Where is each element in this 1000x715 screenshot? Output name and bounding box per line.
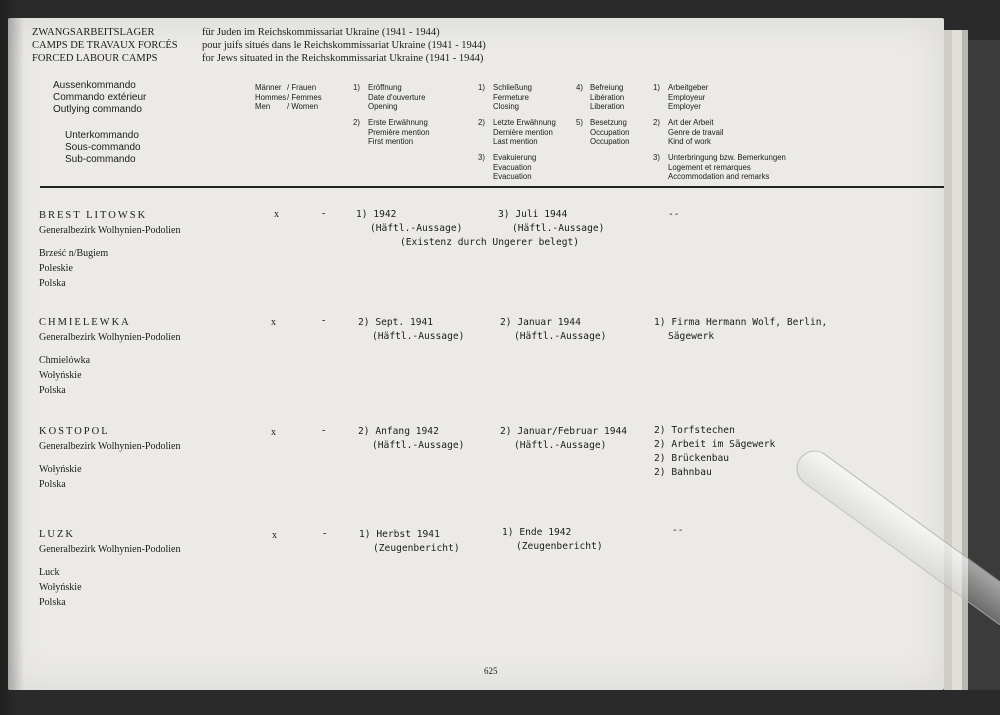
camp-name: CHMIELEWKA (39, 317, 131, 328)
unter-en: Sub-commando (65, 154, 136, 165)
legend-last-num: 2) (478, 118, 485, 127)
remarks: 1) Firma Hermann Wolf, Berlin, Sägewerk (654, 317, 828, 342)
entry-chmielewka (39, 315, 180, 398)
place-line: Brześć n/Bugiem (39, 248, 109, 259)
subtitle-en: for Jews situated in the Reichskommissariat Ukraine (1941 - 1944) (202, 53, 484, 64)
legend-lib: Befreiung Libération Liberation (590, 83, 625, 112)
legend-last: Letzte Erwähnung Dernière mention Last mention (493, 118, 556, 147)
remarks: -- (668, 209, 680, 220)
women-mark: - (322, 315, 326, 326)
men-mark: x (271, 317, 276, 328)
legend-evac-num: 3) (478, 153, 485, 162)
subtitle-de: für Juden im Reichskommissariat Ukraine (1941 - 1944) (202, 27, 440, 38)
camp-name: LUZK (39, 529, 75, 540)
men-mark: x (271, 427, 276, 438)
aussen-fr: Commando extérieur (53, 92, 147, 103)
header-divider (40, 186, 944, 188)
women-mark: - (322, 425, 326, 436)
title-en: FORCED LABOUR CAMPS (32, 53, 158, 64)
legend-opening: Eröffnung Date d'ouverture Opening (368, 83, 426, 112)
place-line: Polska (39, 597, 66, 608)
women-mark: - (322, 208, 326, 219)
legend-men: Männer Hommes Men (255, 83, 287, 112)
place-line: Polska (39, 385, 66, 396)
opening-date: 2) Sept. 1941 (Häftl.-Aussage) (358, 317, 465, 342)
opening-date: 1) 1942 (Häftl.-Aussage) (356, 209, 463, 234)
place-line: Wołyńskie (39, 464, 82, 475)
remarks: 2) Torfstechen 2) Arbeit im Sägewerk 2) Brückenbau 2) Bahnbau (654, 425, 776, 478)
page-gutter (8, 18, 24, 690)
entry-luzk (39, 527, 180, 610)
place-line: Poleskie (39, 263, 73, 274)
district: Generalbezirk Wolhynien-Podolien (39, 225, 181, 236)
entry-brest (39, 208, 180, 291)
men-mark: x (272, 530, 277, 541)
legend-occ: Besetzung Occupation Occupation (590, 118, 630, 147)
legend-closing: Schließung Fermeture Closing (493, 83, 533, 112)
place-line: Polska (39, 479, 66, 490)
unter-de: Unterkommando (65, 130, 139, 141)
page-edge (944, 30, 952, 690)
legend-work: Art der Arbeit Genre de travail Kind of work (668, 118, 724, 147)
legend-closing-num: 1) (478, 83, 485, 92)
legend-work-num: 2) (653, 118, 660, 127)
place-line: Wołyńskie (39, 370, 82, 381)
closing-date: 2) Januar/Februar 1944 (Häftl.-Aussage) (500, 426, 628, 451)
closing-date: 1) Ende 1942 (Zeugenbericht) (502, 527, 603, 552)
page-number: 625 (484, 666, 498, 676)
camp-name: BREST LITOWSK (39, 210, 148, 221)
subtitle-fr: pour juifs situés dans le Reichskommissariat Ukraine (1941 - 1944) (202, 40, 486, 51)
place-line: Chmielówka (39, 355, 91, 366)
title-fr: CAMPS DE TRAVAUX FORCÉS (32, 40, 178, 51)
place-line: Luck (39, 567, 60, 578)
legend-first-num: 2) (353, 118, 360, 127)
closing-date: 3) Juli 1944 (Häftl.-Aussage) (498, 209, 605, 234)
title-de: ZWANGSARBEITSLAGER (32, 27, 155, 38)
existence-note: (Existenz durch Ungerer belegt) (400, 237, 580, 248)
legend-accom-num: 3) (653, 153, 660, 162)
district: Generalbezirk Wolhynien-Podolien (39, 544, 181, 555)
aussen-en: Outlying commando (53, 104, 142, 115)
place-line: Polska (39, 278, 66, 289)
unter-fr: Sous-commando (65, 142, 141, 153)
legend-employer: Arbeitgeber Employeur Employer (668, 83, 709, 112)
closing-date: 2) Januar 1944 (Häftl.-Aussage) (500, 317, 607, 342)
place-line: Wołyńskie (39, 582, 82, 593)
legend-women: / Frauen / Femmes / Women (287, 83, 322, 112)
book-page (8, 18, 944, 690)
remarks: -- (672, 525, 684, 536)
district: Generalbezirk Wolhynien-Podolien (39, 441, 181, 452)
legend-employer-num: 1) (653, 83, 660, 92)
men-mark: x (274, 209, 279, 220)
district: Generalbezirk Wolhynien-Podolien (39, 332, 181, 343)
opening-date: 2) Anfang 1942 (Häftl.-Aussage) (358, 426, 465, 451)
legend-occ-num: 5) (576, 118, 583, 127)
opening-date: 1) Herbst 1941 (Zeugenbericht) (359, 529, 460, 554)
entry-kostopol (39, 424, 180, 492)
legend-evac: Evakuierung Evacuation Evacuation (493, 153, 537, 182)
legend-opening-num: 1) (353, 83, 360, 92)
legend-lib-num: 4) (576, 83, 583, 92)
camp-name: KOSTOPOL (39, 426, 110, 437)
aussen-de: Aussenkommando (53, 80, 136, 91)
legend-first: Erste Erwähnung Première mention First mention (368, 118, 430, 147)
legend-accom: Unterbringung bzw. Bemerkungen Logement et remarques Accommodation and remarks (668, 153, 786, 182)
women-mark: - (323, 528, 327, 539)
